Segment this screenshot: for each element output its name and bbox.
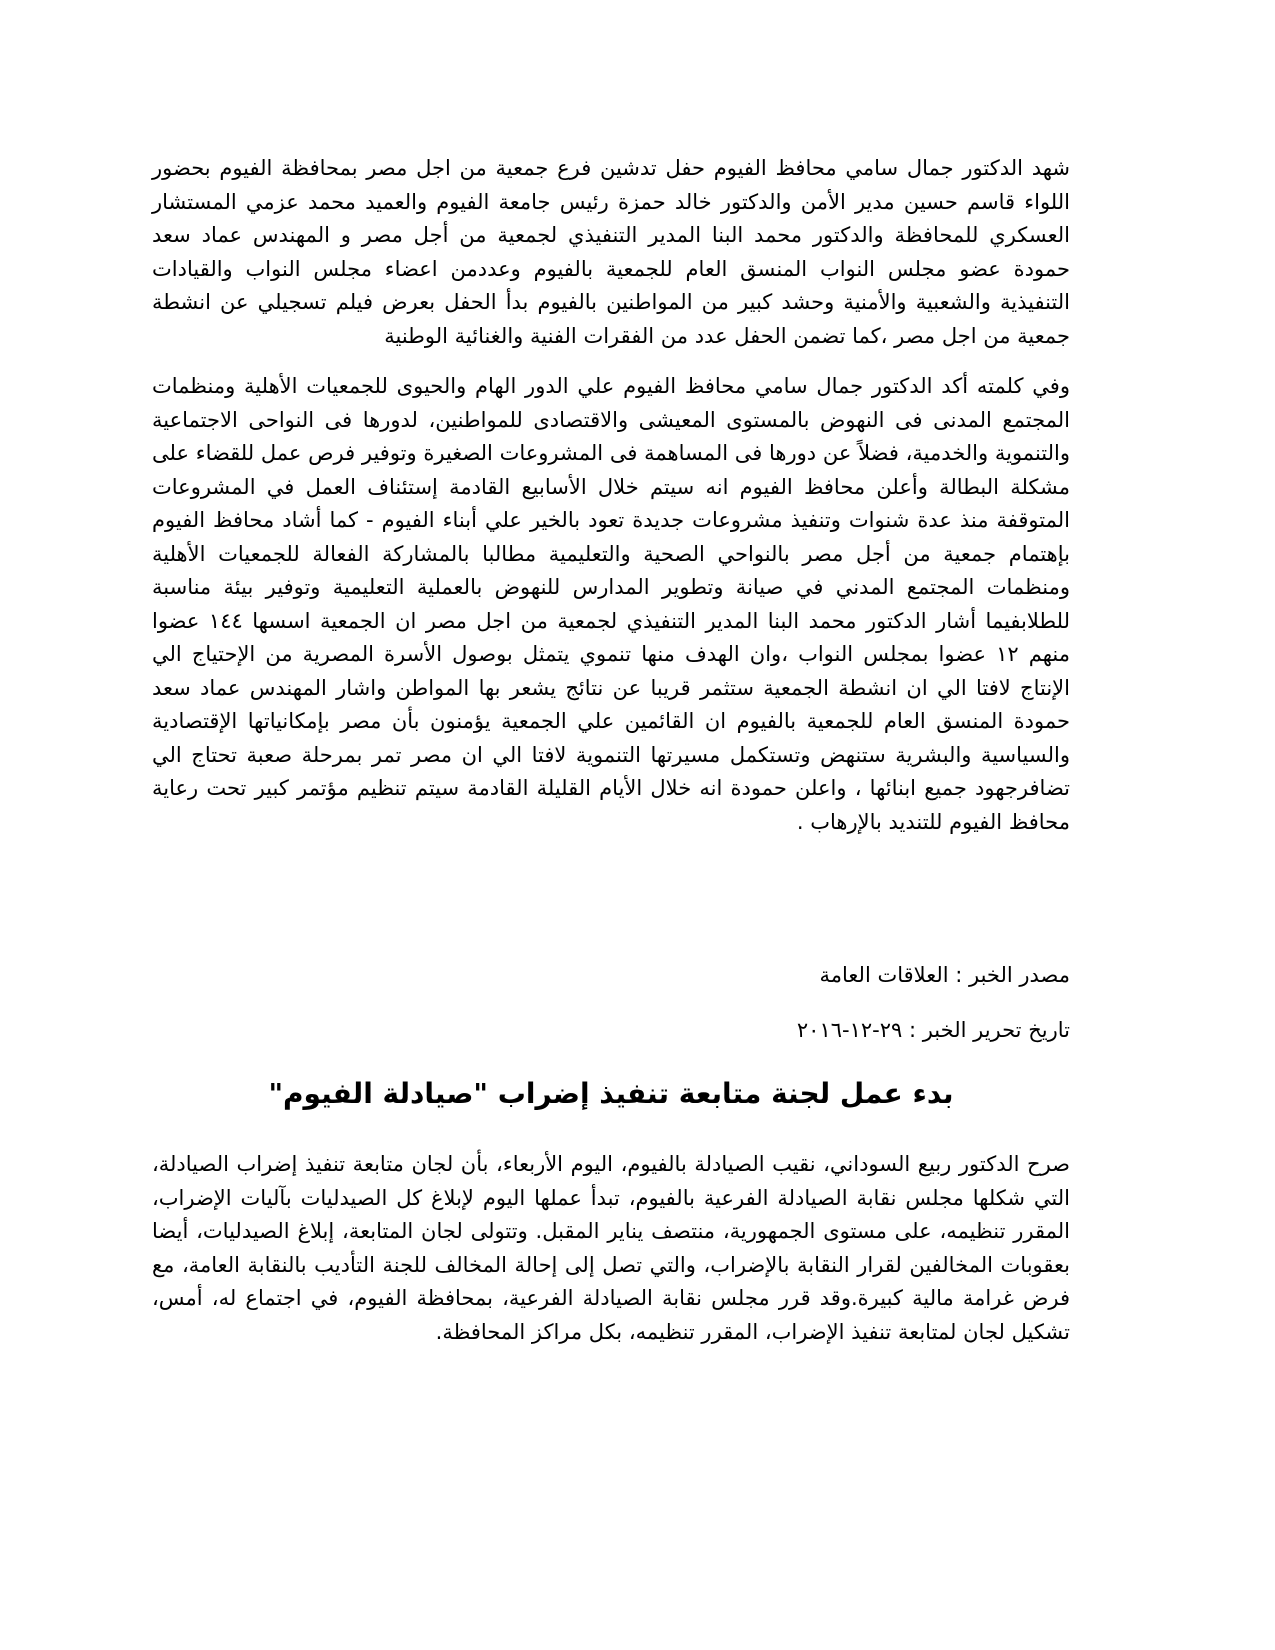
news-date-line: تاريخ تحرير الخبر : ٢٩-١٢-٢٠١٦: [796, 1018, 1070, 1042]
article1-paragraph-2: وفي كلمته أكد الدكتور جمال سامي محافظ الفيوم علي الدور الهام والحيوى للجمعيات الأهلية ومنظمات المجتمع المدنى فى النهوض بالمستوى المعيشى والاقتصادى للمواطنين، لدورها فى النواحى الاجتماعية والتنموية والخدمية، فضلاً عن دورها فى المساهمة فى المشروعات الصغيرة وتوفير فرص عمل للقضاء على مشكلة البطالة وأعلن محافظ الفيوم انه سيتم خلال الأسابيع القادمة إستئناف العمل في المشروعات المتوقفة منذ عدة شنوات وتنفيذ مشروعات جديدة تعود بالخير علي أبناء الفيوم - كما أشاد محافظ الفيوم بإهتمام جمعية من أجل مصر بالنواحي الصحية والتعليمية مطالبا بالمشاركة الفعالة للجمعيات الأهلية ومنظمات المجتمع المدني في صيانة وتطوير المدارس للنهوض بالعملية التعليمية وتوفير بيئة مناسبة للطلابفيما أشار الدكتور محمد البنا المدير التنفيذي لجمعية من اجل مصر ان الجمعية اسسها ١٤٤ عضوا منهم ١٢ عضوا بمجلس النواب ،وان الهدف منها تنموي يتمثل بوصول الأسرة المصرية من الإحتياج الي الإنتاج لافتا الي ان انشطة الجمعية ستثمر قريبا عن نتائج يشعر بها المواطن واشار المهندس عماد سعد حمودة المنسق العام للجمعية بالفيوم ان القائمين علي الجمعية يؤمنون بأن مصر بإمكانياتها الإقتصادية والسياسية والبشرية ستنهض وتستكمل مسيرتها التنموية لافتا الي ان مصر تمر بمرحلة صعبة تحتاج الي تضافرجهود جميع ابنائها ، واعلن حمودة انه خلال الأيام القليلة القادمة سيتم تنظيم مؤتمر كبير تحت رعاية محافظ الفيوم للتنديد بالإرهاب .: [152, 374, 1070, 834]
news-source-line: مصدر الخبر : العلاقات العامة: [819, 963, 1070, 987]
article1-paragraph-1: شهد الدكتور جمال سامي محافظ الفيوم حفل تدشين فرع جمعية من اجل مصر بمحافظة الفيوم بحضور اللواء قاسم حسين مدير الأمن والدكتور خالد حمزة رئيس جامعة الفيوم والعميد محمد عزمي المستشار العسكري للمحافظة والدكتور محمد البنا المدير التنفيذي لجمعية من أجل مصر و المهندس عماد سعد حمودة عضو مجلس النواب المنسق العام للجمعية بالفيوم وعددمن اعضاء مجلس النواب والقيادات التنفيذية والشعبية والأمنية وحشد كبير من المواطنين بالفيوم بدأ الحفل بعرض فيلم تسجيلي عن انشطة جمعية من اجل مصر ،كما تضمن الحفل عدد من الفقرات الفنية والغنائية الوطنية: [152, 156, 1070, 348]
article2-headline: بدء عمل لجنة متابعة تنفيذ إضراب "صيادلة الفيوم": [268, 1077, 954, 1110]
article2-body: صرح الدكتور ربيع السوداني، نقيب الصيادلة بالفيوم، اليوم الأربعاء، بأن لجان متابعة تنفيذ إضراب الصيادلة، التي شكلها مجلس نقابة الصيادلة الفرعية بالفيوم، تبدأ عملها اليوم لإبلاغ كل الصيدليات بآليات الإضراب، المقرر تنظيمه، على مستوى الجمهورية، منتصف يناير المقبل. وتتولى لجان المتابعة، إبلاغ الصيدليات، أيضا بعقوبات المخالفين لقرار النقابة بالإضراب، والتي تصل إلى إحالة المخالف للجنة التأديب بالنقابة العامة، مع فرض غرامة مالية كبيرة.وقد قرر مجلس نقابة الصيادلة الفرعية، بمحافظة الفيوم، في اجتماع له، أمس، تشكيل لجان لمتابعة تنفيذ الإضراب، المقرر تنظيمه، بكل مراكز المحافظة.: [152, 1152, 1070, 1344]
document-page: [152, 0, 1070, 1650]
